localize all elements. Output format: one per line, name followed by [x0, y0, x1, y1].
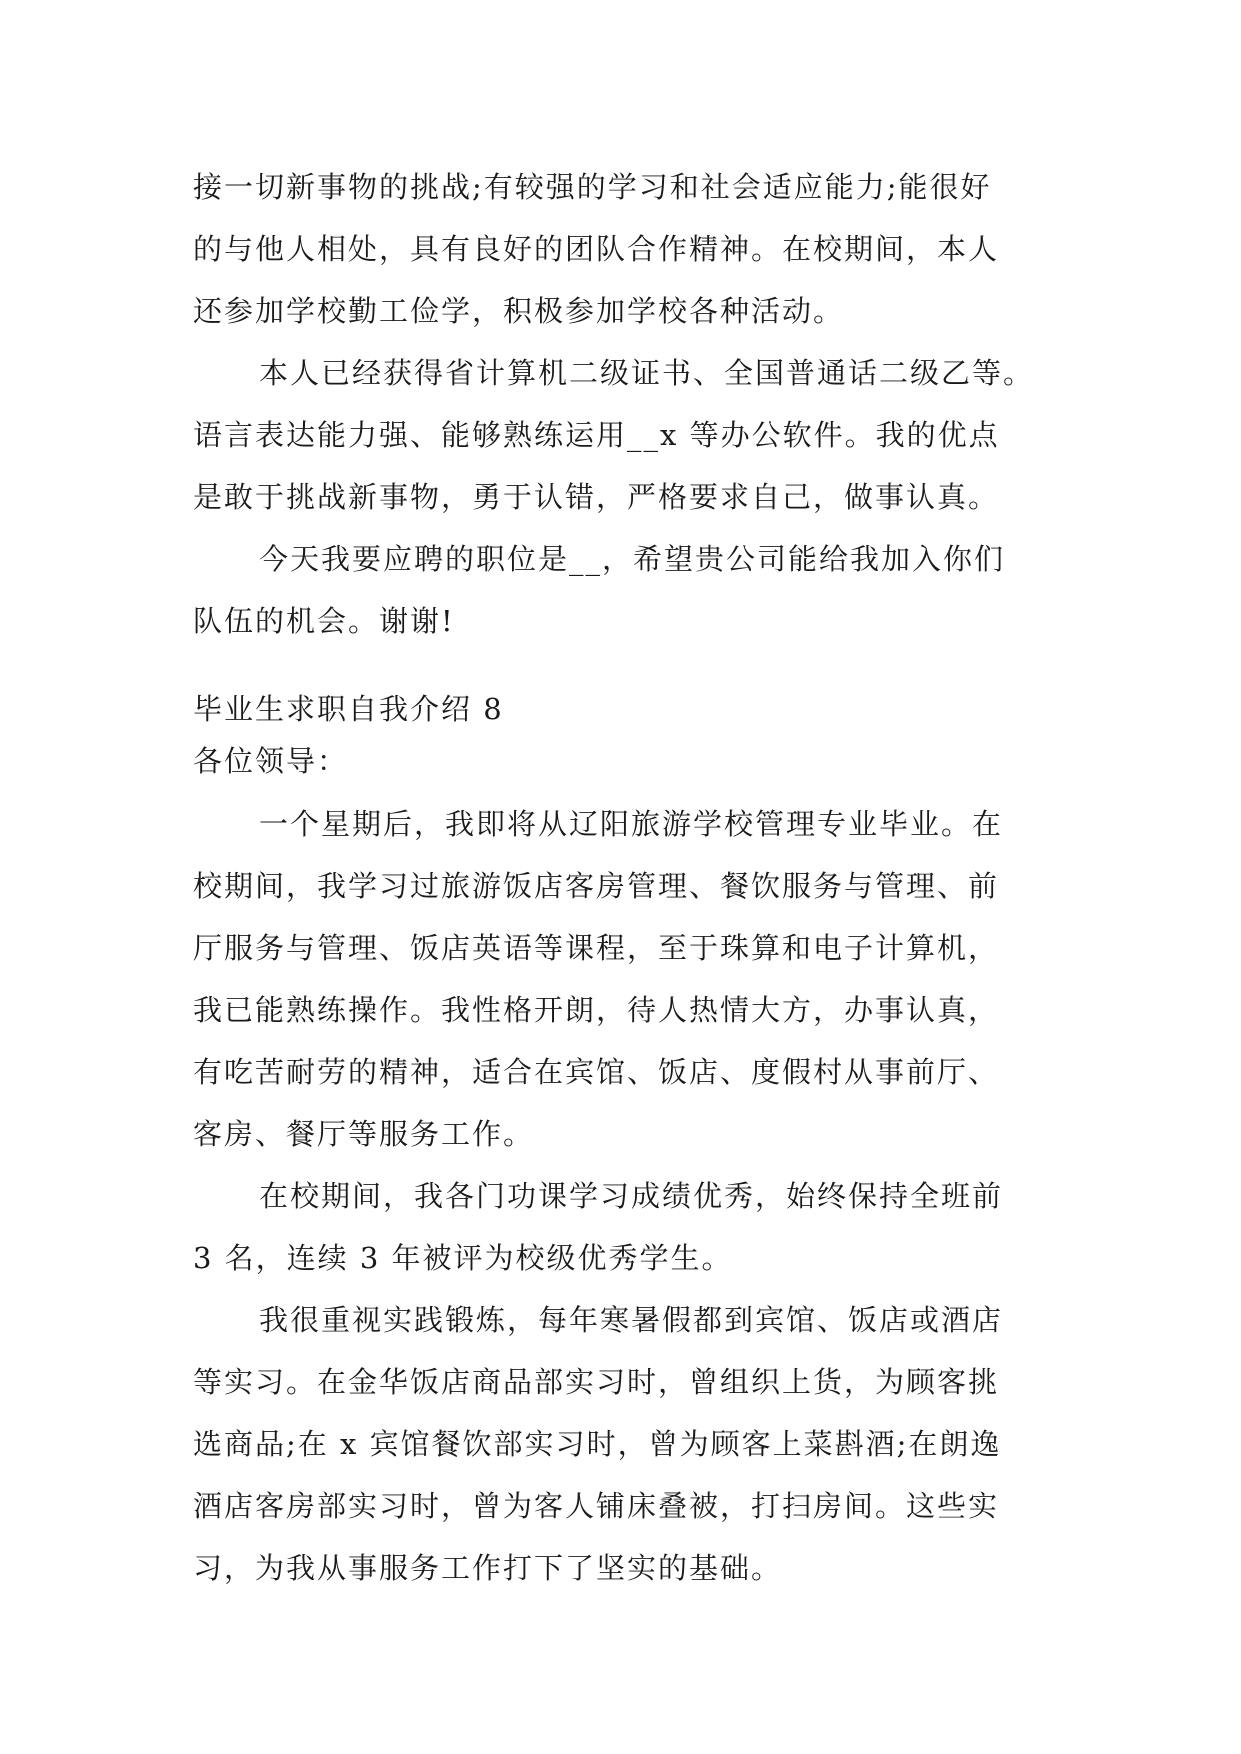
text-line: 在校期间，我各门功课学习成绩优秀，始终保持全班前 — [259, 1179, 1004, 1213]
text-line: 我已能熟练操作。我性格开朗，待人热情大方，办事认真， — [193, 993, 1000, 1027]
text-line: 3 名，连续 3 年被评为校级优秀学生。 — [193, 1241, 733, 1275]
text-line: 习，为我从事服务工作打下了坚实的基础。 — [193, 1551, 783, 1585]
salutation: 各位领导： — [193, 744, 349, 778]
text-line: 的与他人相处，具有良好的团队合作精神。在校期间，本人 — [193, 232, 1000, 266]
text-line: 接一切新事物的挑战;有较强的学习和社会适应能力;能很好 — [193, 170, 992, 204]
text-line: 本人已经获得省计算机二级证书、全国普通话二级乙等。 — [259, 356, 1035, 390]
text-line: 选商品;在 x 宾馆餐饮部实习时，曾为顾客上菜斟酒;在朗逸 — [193, 1427, 1002, 1461]
text-line: 有吃苦耐劳的精神，适合在宾馆、饭店、度假村从事前厅、 — [193, 1055, 1000, 1089]
text-line: 我很重视实践锻炼，每年寒暑假都到宾馆、饭店或酒店 — [259, 1303, 1004, 1337]
body-paragraphs — [193, 793, 1073, 1599]
intro-paragraphs — [193, 156, 1073, 652]
text-line: 等实习。在金华饭店商品部实习时，曾组织上货，为顾客挑 — [193, 1365, 1000, 1399]
text-line: 厅服务与管理、饭店英语等课程，至于珠算和电子计算机， — [193, 931, 1000, 965]
text-line: 今天我要应聘的职位是__，希望贵公司能给我加入你们 — [259, 542, 1006, 576]
text-line: 还参加学校勤工俭学，积极参加学校各种活动。 — [193, 294, 845, 328]
text-line: 客房、餐厅等服务工作。 — [193, 1117, 535, 1151]
text-line: 校期间，我学习过旅游饭店客房管理、餐饮服务与管理、前 — [193, 869, 1000, 903]
text-line: 一个星期后，我即将从辽阳旅游学校管理专业毕业。在 — [259, 807, 1004, 841]
text-line: 是敢于挑战新事物，勇于认错，严格要求自己，做事认真。 — [193, 480, 1000, 514]
text-line: 队伍的机会。谢谢! — [193, 604, 455, 638]
text-line: 语言表达能力强、能够熟练运用__x 等办公软件。我的优点 — [193, 418, 1000, 452]
section-title: 毕业生求职自我介绍 8 — [193, 692, 504, 726]
text-line: 酒店客房部实习时，曾为客人铺床叠被，打扫房间。这些实 — [193, 1489, 1000, 1523]
